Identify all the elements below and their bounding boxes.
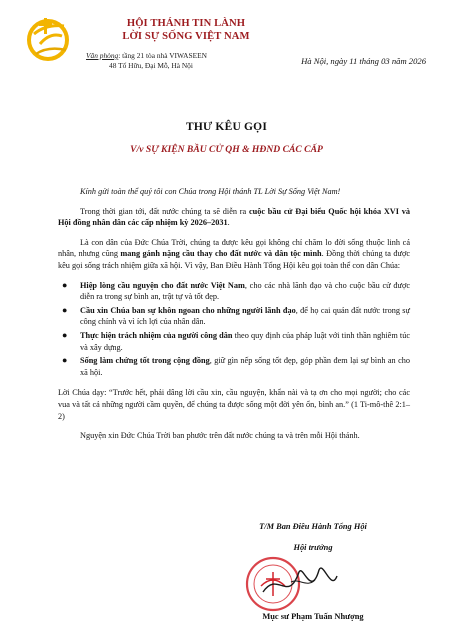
signature-org: T/M Ban Điều Hành Tổng Hội bbox=[259, 522, 367, 531]
call-list bbox=[58, 280, 410, 379]
greeting: Kính gửi toàn thể quý tôi con Chúa trong Hội thánh TL Lời Sự Sống Việt Nam! bbox=[80, 187, 341, 196]
org-name-line2: LỜI SỰ SỐNG VIỆT NAM bbox=[122, 31, 250, 42]
list-item bbox=[58, 355, 410, 378]
bullet-icon: ● bbox=[62, 329, 68, 340]
letter-subtitle: V/v SỰ KIỆN BẦU CỬ QH & HĐND CÁC CẤP bbox=[130, 144, 323, 155]
p1-end: . bbox=[227, 218, 230, 228]
list-item-bold: Cầu xin Chúa ban sự khôn ngoan cho những người lãnh đạo bbox=[80, 305, 296, 315]
list-item bbox=[58, 330, 410, 353]
signature-name: Mục sư Phạm Tuấn Nhượng bbox=[262, 612, 364, 621]
list-item-text: , để họ cai quản đất nước trong sự công chính và vì ích lợi của nhân dân. bbox=[80, 305, 410, 327]
paragraph-2 bbox=[58, 237, 410, 272]
bullet-icon: ● bbox=[62, 355, 68, 366]
office-line1: : tầng 21 tòa nhà VIWASEEN bbox=[118, 51, 207, 60]
bullet-icon: ● bbox=[62, 304, 68, 315]
list-item bbox=[58, 305, 410, 328]
seal-and-signature-icon bbox=[233, 552, 345, 614]
list-item-bold: Hiệp lòng cầu nguyện cho đất nước Việt Nam bbox=[80, 280, 245, 290]
list-item bbox=[58, 280, 410, 303]
church-logo-icon bbox=[26, 14, 72, 62]
closing-blessing: Nguyện xin Đức Chúa Trời ban phước trên đất nước chúng ta và trên mỗi Hội thánh. bbox=[80, 431, 360, 441]
paragraph-1 bbox=[58, 206, 410, 229]
letter-title: THƯ KÊU GỌI bbox=[185, 121, 267, 133]
list-item-text: , cho các nhà lãnh đạo và cho cuộc bầu cử được diễn ra trong sự bình an, trật tự và tốt đẹp. bbox=[80, 280, 410, 302]
p2-emphasis: mang gánh nặng cầu thay cho đất nước và dân tộc mình bbox=[120, 249, 322, 259]
list-item-text: theo quy định của pháp luật với tinh thần nghiêm túc và xây dựng. bbox=[80, 330, 410, 352]
letter-date: Hà Nội, ngày 11 tháng 03 năm 2026 bbox=[301, 56, 426, 66]
office-address bbox=[86, 51, 207, 71]
organization-name bbox=[86, 17, 286, 43]
office-label: Văn phòng bbox=[86, 51, 119, 60]
p2-end: . Đồng thời chúng ta được kêu gọi sống trách nhiệm giữa xã hội. Vì vậy, Ban Điều Hành Tổng Hội kêu gọi toàn thể con dân Chúa: bbox=[58, 249, 410, 270]
p2-text: Là con dân của Đức Chúa Trời, chúng ta được kêu gọi không chỉ chăm lo đời sống thuộc linh cá nhân, nhưng cũng bbox=[58, 237, 410, 259]
signature-role: Hội trưởng bbox=[293, 543, 333, 552]
p1-emphasis: cuộc bầu cử Đại biểu Quốc hội khóa XVI và Hội đồng nhân dân các cấp nhiệm kỳ 2026–2031 bbox=[58, 206, 410, 228]
org-name-line1: HỘI THÁNH TIN LÀNH bbox=[126, 18, 246, 29]
p1-text: Trong thời gian tới, đất nước chúng ta sẽ diễn ra bbox=[80, 206, 249, 216]
bullet-icon: ● bbox=[62, 279, 68, 290]
list-item-bold: Thực hiện trách nhiệm của người công dân bbox=[80, 330, 233, 340]
list-item-text: , giữ gìn nếp sống tốt đẹp, góp phần đem lại sự bình an cho xã hội. bbox=[80, 356, 410, 377]
scripture-quote: Lời Chúa dạy: “Trước hết, phải dâng lời cầu xin, cầu nguyện, khẩn nài và tạ ơn cho mọi người; cho các vua và tất cả những người cầm quyền, để chúng ta được sống một đời yên ổn, bình an.” (1 Ti-mô-thê 2:1–2) bbox=[58, 388, 410, 421]
letterhead bbox=[20, 14, 440, 94]
letter-body bbox=[58, 186, 410, 450]
office-line2: 48 Tố Hữu, Đại Mỗ, Hà Nội bbox=[109, 61, 193, 70]
list-item-bold: Sống làm chứng tốt trong cộng đồng bbox=[80, 356, 210, 366]
